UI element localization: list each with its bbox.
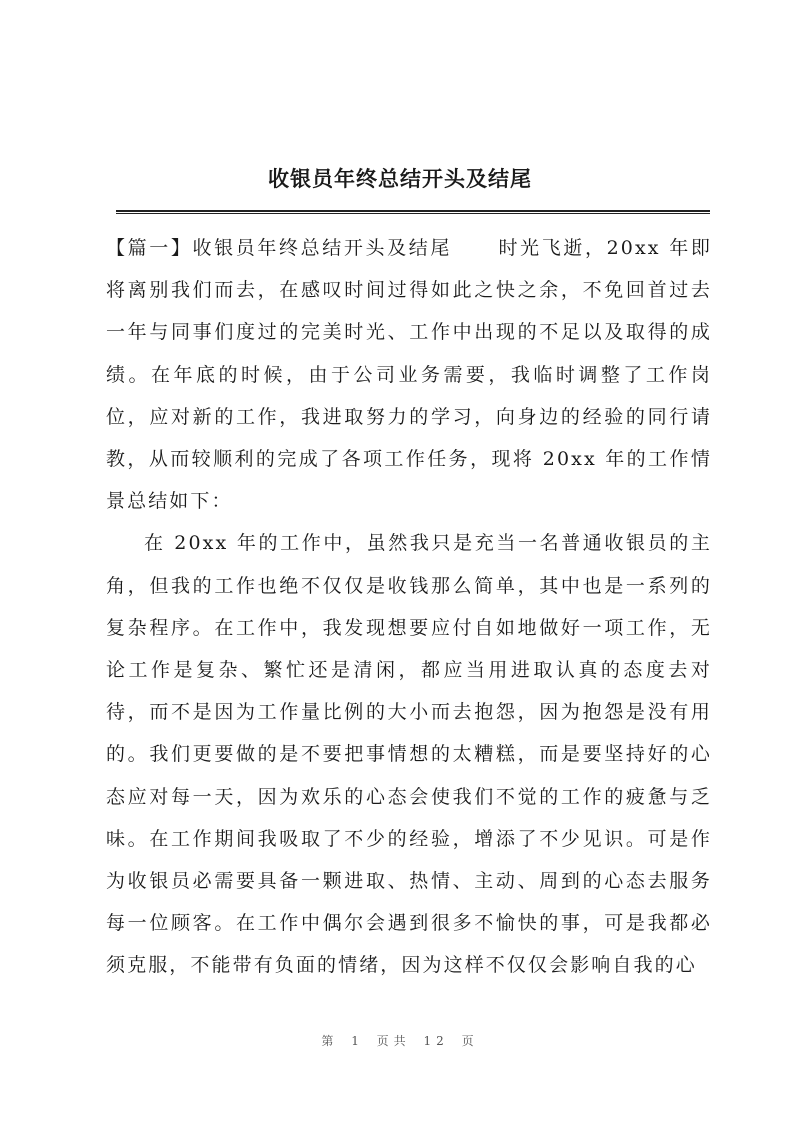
page-title: 收银员年终总结开头及结尾 [268,166,532,191]
page-footer: 第 1 页共 12 页 [321,1034,479,1048]
paragraph-1 [106,227,712,522]
document-body [106,227,712,987]
paragraph-2: 在 20xx 年的工作中，虽然我只是充当一名普通收银员的主角，但我的工作也绝不仅仅是收钱那么简单，其中也是一系列的复杂程序。在工作中，我发现想要应付自如地做好一项工作，无论工作是复杂、繁忙还是清闲，都应当用进取认真的态度去对待，而不是因为工作量比例的大小而去抱怨，因为抱怨是没有用的。我们更要做的是不要把事情想的太糟糕，而是要坚持好的心态应对每一天，因为欢乐的心态会使我们不觉的工作的疲惫与乏味。在工作期间我吸取了不少的经验，增添了不少见识。可是作为收银员必需要具备一颗进取、热情、主动、周到的心态去服务每一位顾客。在工作中偶尔会遇到很多不愉快的事，可是我都必须克服，不能带有负面的情绪，因为这样不仅仅会影响自我的心 [106,532,712,977]
title-divider [116,210,710,214]
paragraph-1-text: 时光飞逝，20xx 年即将离别我们而去，在感叹时间过得如此之快之余，不免回首过去一年与同事们度过的完美时光、工作中出现的不足以及取得的成绩。在年底的时候，由于公司业务需要，我临时调整了工作岗位，应对新的工作，我进取努力的学习，向身边的经验的同行请教，从而较顺利的完成了各项工作任务，现将 20xx 年的工作情景总结如下： [106,237,712,513]
section-heading: 【篇一】收银员年终总结开头及结尾 [106,237,452,259]
